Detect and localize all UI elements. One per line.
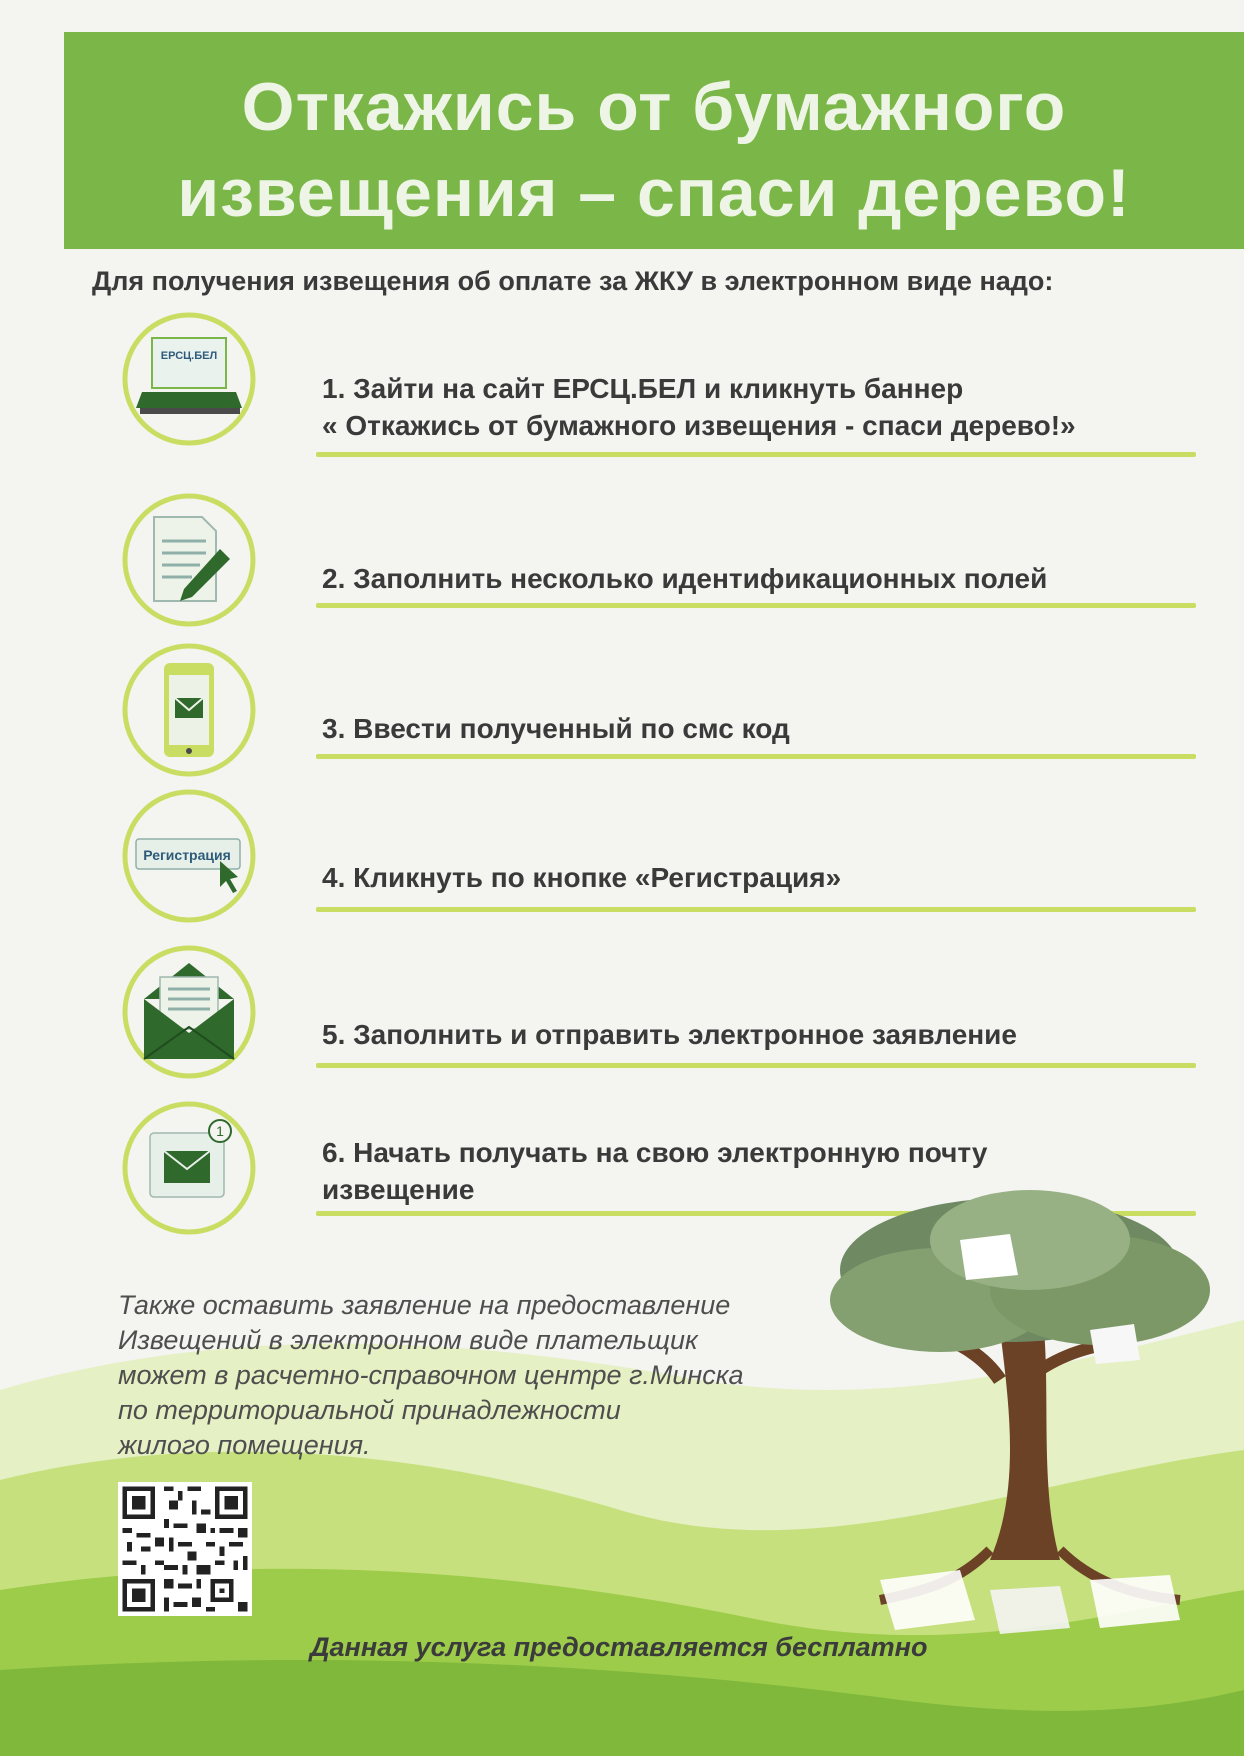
register-button-label: Регистрация [143, 847, 231, 863]
note-line-2: Извещений в электронном виде плательщик [118, 1325, 698, 1355]
step-4-text: 4. Кликнуть по кнопке «Регистрация» [322, 862, 842, 893]
step-6-line-2: извещение [322, 1174, 475, 1205]
step-5-text: 5. Заполнить и отправить электронное заявление [322, 1019, 1017, 1050]
notification-badge: 1 [216, 1123, 224, 1139]
note-line-4: по территориальной принадлежности [118, 1395, 621, 1425]
step-3-text: 3. Ввести полученный по смс код [322, 713, 790, 744]
title-line-2: извещения – спаси дерево! [177, 155, 1131, 231]
free-service-note: Данная услуга предоставляется бесплатно [310, 1632, 928, 1662]
step-3-divider [316, 754, 1196, 759]
step-1-text [322, 370, 1202, 444]
note-line-1: Также оставить заявление на предоставление [118, 1290, 731, 1320]
note-text [118, 1288, 878, 1463]
note-line-3: может в расчетно-справочном центре г.Минска [118, 1360, 744, 1390]
register-button-icon [120, 787, 258, 925]
step-5-divider [316, 1063, 1196, 1068]
step-2-text: 2. Заполнить несколько идентификационных полей [322, 563, 1048, 594]
step-6-line-1: 6. Начать получать на свою электронную почту [322, 1137, 988, 1168]
step-1-divider [316, 452, 1196, 457]
step-4-divider [316, 907, 1196, 912]
page-title [64, 64, 1244, 236]
note-line-5: жилого помещения. [118, 1430, 371, 1460]
open-envelope-icon [120, 943, 258, 1081]
title-line-1: Откажись от бумажного [241, 69, 1067, 145]
phone-envelope-icon [120, 641, 258, 779]
laptop-icon [120, 310, 258, 448]
step-1-line-2: « Откажись от бумажного извещения - спаси дерево!» [322, 410, 1076, 441]
step-2-divider [316, 603, 1196, 608]
step-1-line-1: 1. Зайти на сайт ЕРСЦ.БЕЛ и кликнуть баннер [322, 373, 964, 404]
laptop-screen-label: ЕРСЦ.БЕЛ [160, 350, 218, 362]
qr-code[interactable] [118, 1482, 252, 1616]
intro-text: Для получения извещения об оплате за ЖКУ в электронном виде надо: [92, 266, 1054, 296]
document-pencil-icon [120, 491, 258, 629]
